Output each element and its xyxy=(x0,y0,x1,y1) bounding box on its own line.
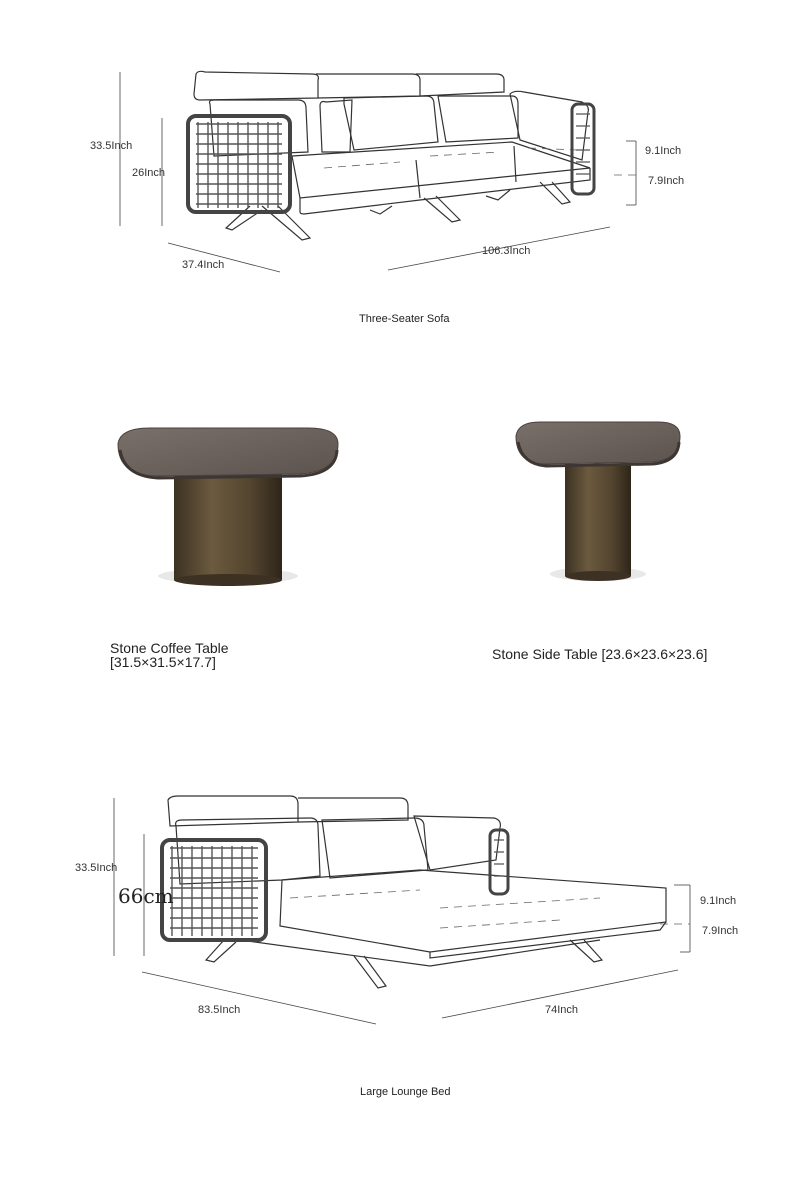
sofa-length-dim: 106.3Inch xyxy=(482,245,531,257)
sofa-base-dim: 7.9Inch xyxy=(648,175,685,187)
side-table-label: Stone Side Table [23.6×23.6×23.6] xyxy=(492,646,708,662)
tables-section xyxy=(0,400,790,690)
side-table-image xyxy=(516,422,680,581)
lounge-line-drawing xyxy=(0,780,790,1120)
sofa-seat-height-dim: 26Inch xyxy=(132,167,166,179)
lounge-cushion-dim: 9.1Inch xyxy=(700,895,737,907)
sofa-caption: Three-Seater Sofa xyxy=(359,313,450,325)
lounge-base-dim: 7.9Inch xyxy=(702,925,739,937)
sofa-depth-dim: 37.4Inch xyxy=(182,259,225,271)
lounge-stray-text: 66cm xyxy=(118,884,174,908)
lounge-depth-dim: 83.5Inch xyxy=(198,1004,241,1016)
coffee-table-size: [31.5×31.5×17.7] xyxy=(110,654,216,670)
lounge-height-dim: 33.5Inch xyxy=(75,862,118,874)
sofa-height-dim: 33.5Inch xyxy=(90,140,133,152)
lounge-caption: Large Lounge Bed xyxy=(360,1086,451,1098)
lounge-section xyxy=(0,780,790,1120)
sofa-cushion-dim: 9.1Inch xyxy=(645,145,682,157)
lounge-length-dim: 74Inch xyxy=(545,1004,579,1016)
sofa-section xyxy=(0,0,790,340)
coffee-table-name: Stone Coffee Table xyxy=(110,640,229,656)
sofa-line-drawing xyxy=(0,0,790,340)
